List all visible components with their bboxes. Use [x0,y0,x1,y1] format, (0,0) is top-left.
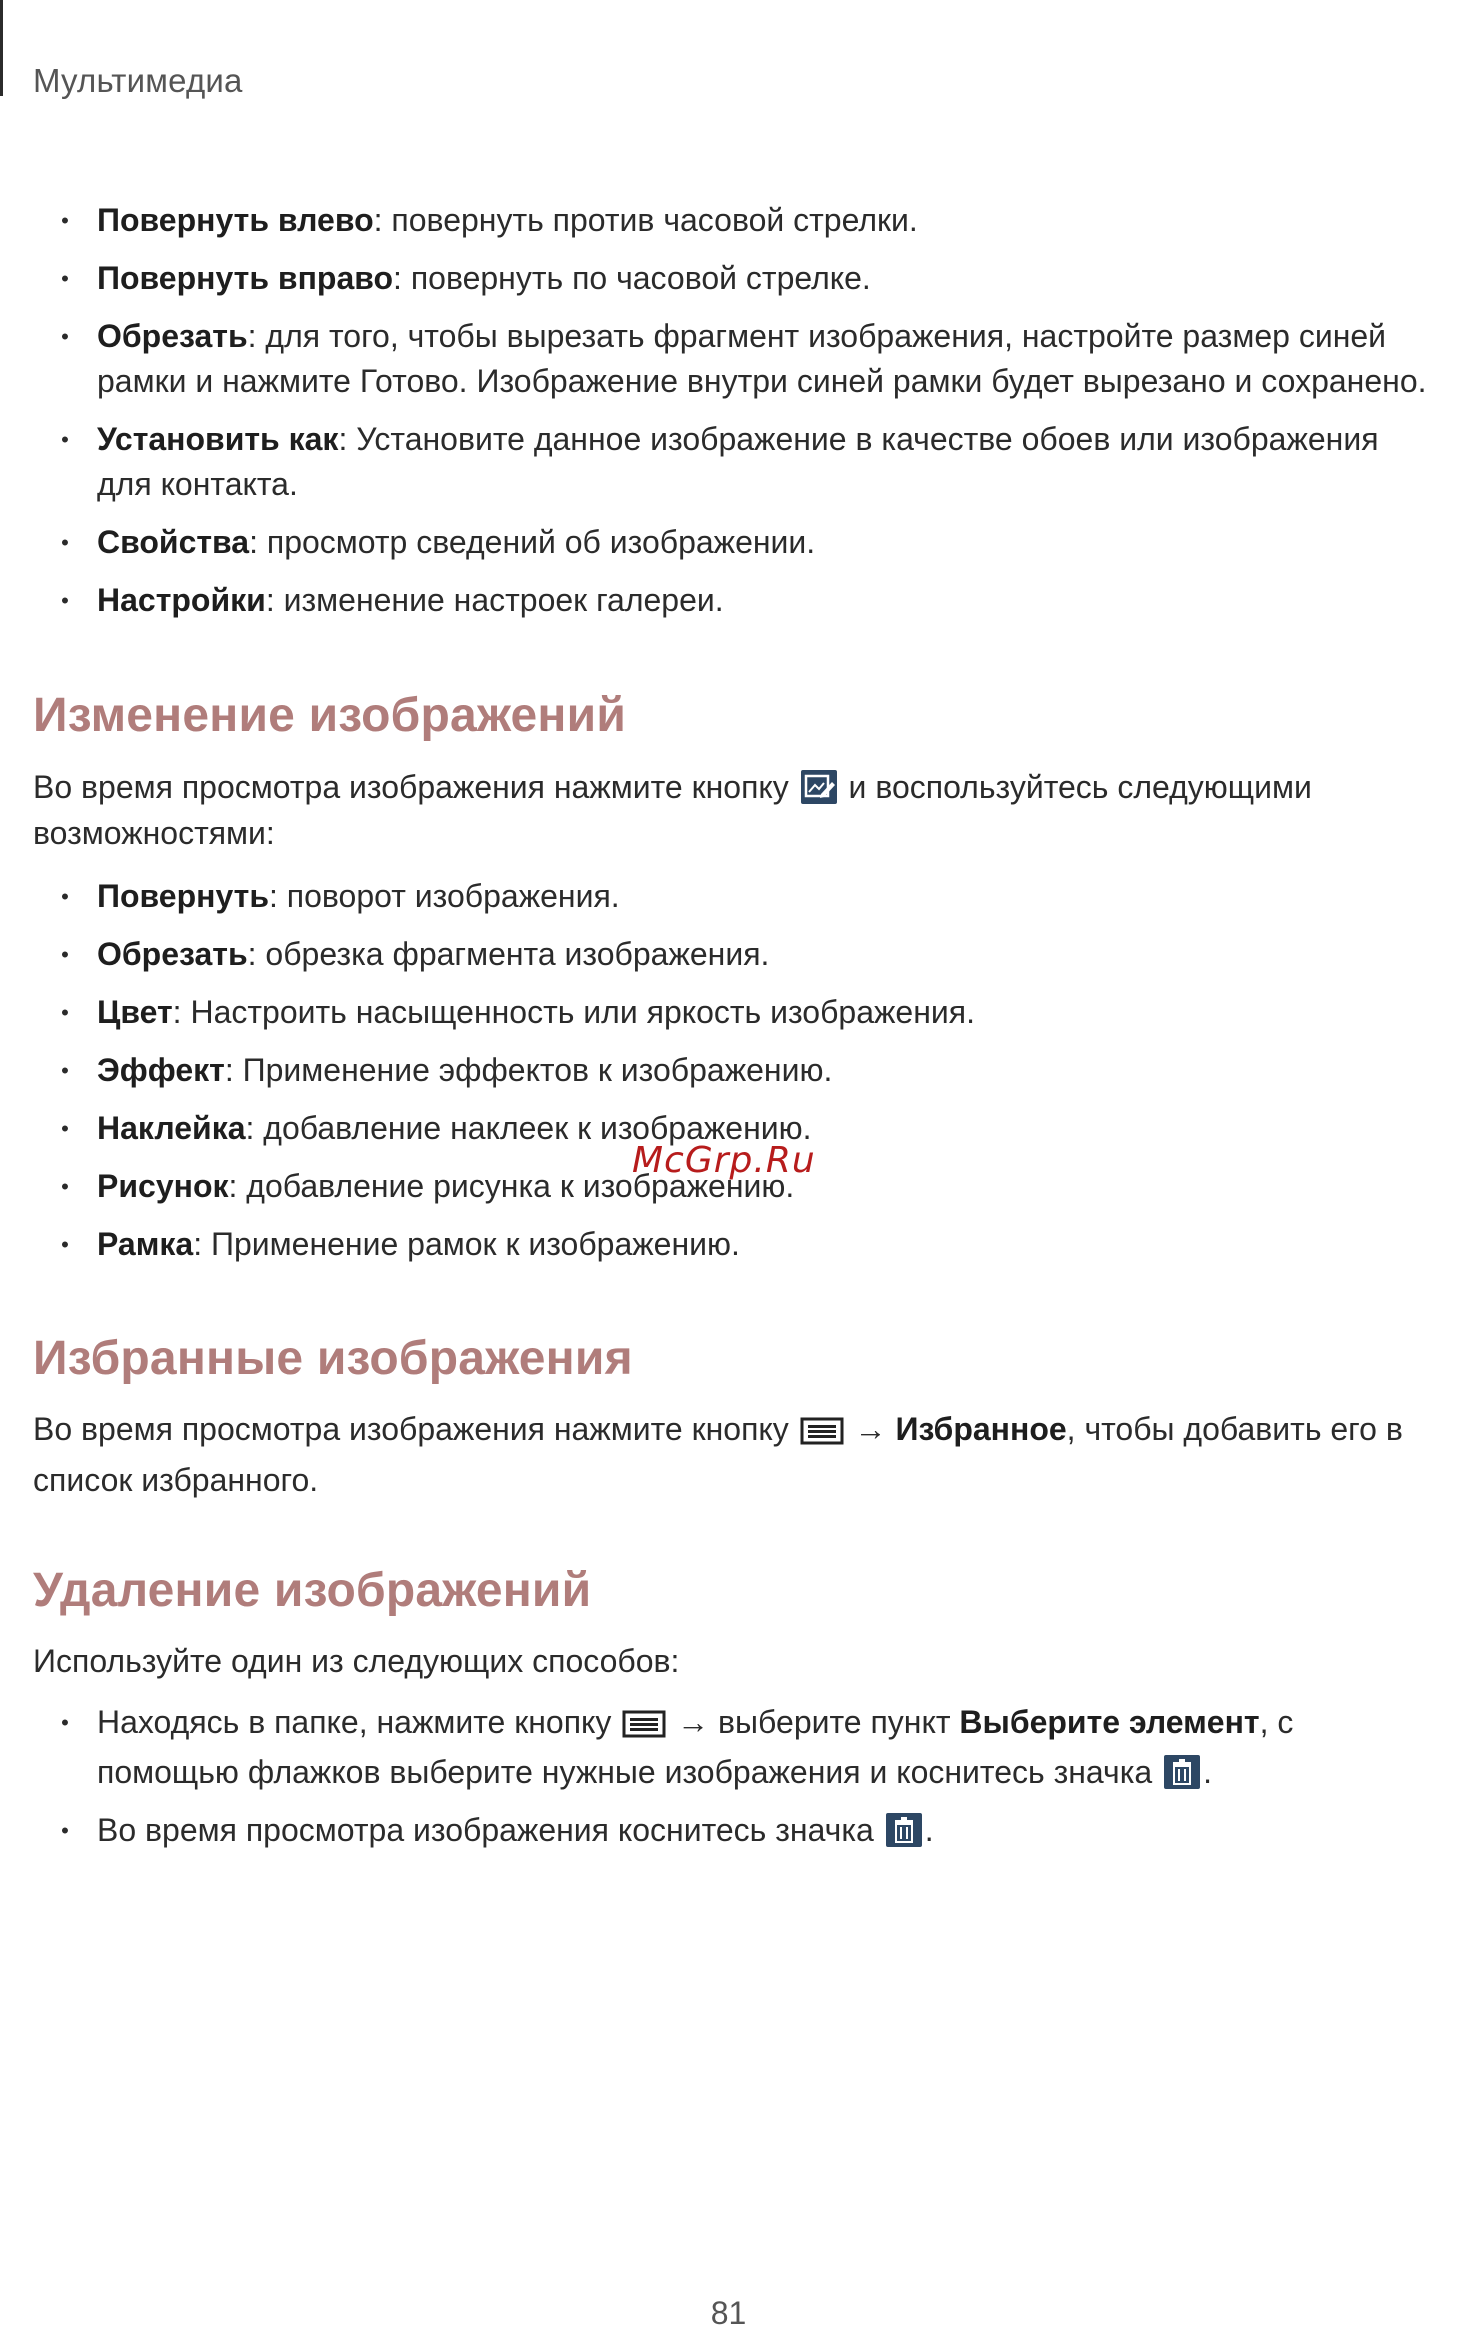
bullet: • [61,266,69,291]
list-item: • Свойства: просмотр сведений об изображении. [33,520,1433,565]
edit-images-heading: Изменение изображений [33,689,627,742]
list-item: • Во время просмотра изображения коснитесь значка . [33,1808,1433,1853]
edit-options-list [33,874,1433,1280]
list-item: • Настройки: изменение настроек галереи. [33,578,1433,623]
bullet: • [61,1000,69,1025]
list-item: • Находясь в папке, нажмите кнопку → выберите пункт Выберите элемент, с помощью флажков выберите нужные изображения и коснитесь значка . [33,1700,1433,1795]
delete-intro: Используйте один из следующих способов: [33,1643,680,1679]
trash-icon [1164,1755,1200,1789]
list-item: • Обрезать: обрезка фрагмента изображения. [33,932,1433,977]
list-item: • Обрезать: для того, чтобы вырезать фрагмент изображения, настройте размер синей рамки и нажмите Готово. Изображение внутри синей рамки будет вырезано и сохранено. [33,314,1433,404]
watermark: McGrp.Ru [632,1140,816,1181]
bullet: • [61,427,69,452]
bullet: • [61,1710,69,1735]
menu-options-list [33,198,1433,636]
bullet: • [61,884,69,909]
delete-heading: Удаление изображений [33,1564,592,1617]
header-rule [0,0,3,96]
list-item: • Цвет: Настроить насыщенность или яркость изображения. [33,990,1433,1035]
list-item: • Повернуть влево: повернуть против часовой стрелки. [33,198,1433,243]
menu-icon [622,1705,666,1750]
bullet: • [61,208,69,233]
favorites-heading: Избранные изображения [33,1332,633,1385]
bullet: • [61,942,69,967]
menu-icon [800,1411,844,1457]
list-item: • Рисунок: добавление рисунка к изображению. [33,1164,1433,1209]
edit-images-intro: Во время просмотра изображения нажмите кнопку и воспользуйтесь следующими возможностями: [33,769,1312,851]
list-item: • Рамка: Применение рамок к изображению. [33,1222,1433,1267]
bullet: • [61,324,69,349]
trash-icon [886,1813,922,1847]
edit-image-icon [801,770,837,804]
bullet: • [61,1818,69,1843]
list-item: • Установить как: Установите данное изображение в качестве обоев или изображения для контакта. [33,417,1433,507]
bullet: • [61,1232,69,1257]
bullet: • [61,1058,69,1083]
favorites-text: Во время просмотра изображения нажмите кнопку → Избранное, чтобы добавить его в список избранного. [33,1411,1403,1498]
bullet: • [61,588,69,613]
list-item: • Эффект: Применение эффектов к изображению. [33,1048,1433,1093]
bullet: • [61,530,69,555]
section-header: Мультимедиа [33,62,243,99]
list-item: • Наклейка: добавление наклеек к изображению. [33,1106,1433,1151]
page-number: 81 [710,2295,747,2331]
bullet: • [61,1116,69,1141]
bullet: • [61,1174,69,1199]
delete-methods-list [33,1700,1433,1866]
list-item: • Повернуть вправо: повернуть по часовой стрелке. [33,256,1433,301]
list-item: • Повернуть: поворот изображения. [33,874,1433,919]
